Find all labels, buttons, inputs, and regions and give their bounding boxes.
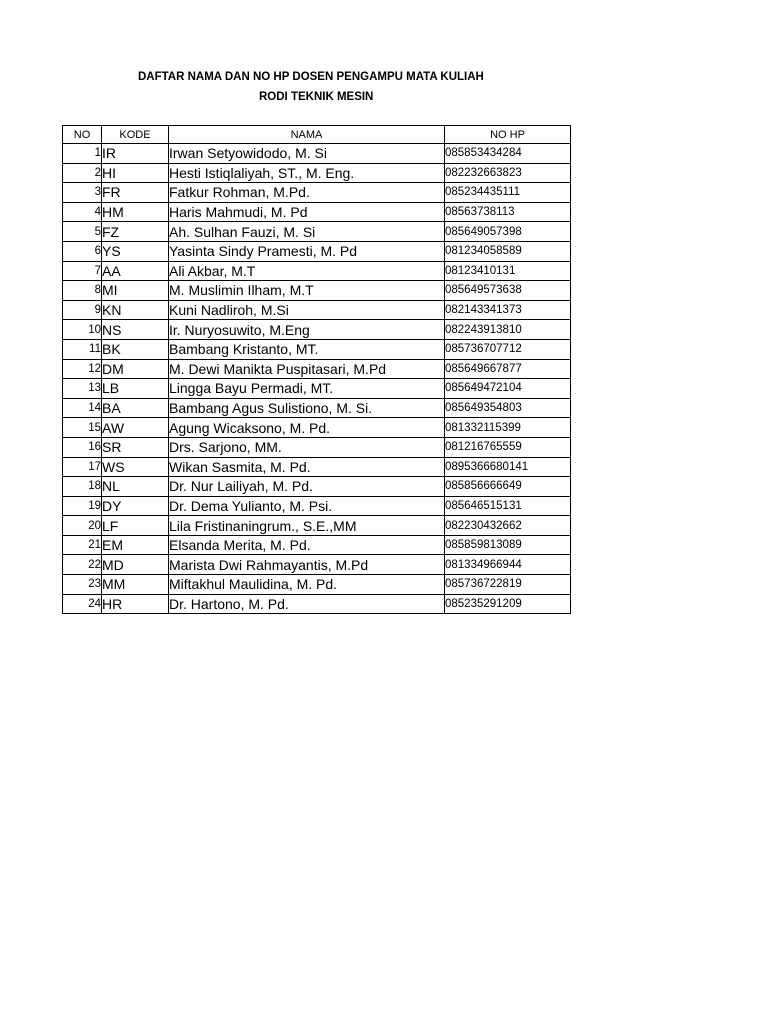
- cell-hp: 085649354803: [445, 398, 571, 418]
- cell-no: 20: [63, 516, 102, 536]
- cell-kode: KN: [102, 300, 169, 320]
- cell-nama: Wikan Sasmita, M. Pd.: [169, 457, 445, 477]
- table-row: [63, 359, 571, 379]
- cell-no: 4: [63, 202, 102, 222]
- table-header-row: [63, 126, 571, 144]
- cell-no: 15: [63, 418, 102, 438]
- cell-kode: DM: [102, 359, 169, 379]
- cell-kode: HR: [102, 594, 169, 614]
- cell-hp: 082243913810: [445, 320, 571, 340]
- cell-hp: 081332115399: [445, 418, 571, 438]
- cell-hp: 081216765559: [445, 437, 571, 457]
- cell-no: 14: [63, 398, 102, 418]
- cell-nama: Bambang Agus Sulistiono, M. Si.: [169, 398, 445, 418]
- cell-nama: Dr. Hartono, M. Pd.: [169, 594, 445, 614]
- cell-nama: Miftakhul Maulidina, M. Pd.: [169, 575, 445, 595]
- cell-no: 24: [63, 594, 102, 614]
- cell-no: 1: [63, 144, 102, 164]
- table-row: [63, 183, 571, 203]
- cell-no: 23: [63, 575, 102, 595]
- table-body: [63, 144, 571, 614]
- cell-no: 18: [63, 477, 102, 497]
- cell-nama: Drs. Sarjono, MM.: [169, 437, 445, 457]
- cell-nama: Kuni Nadliroh, M.Si: [169, 300, 445, 320]
- cell-nama: Elsanda Merita, M. Pd.: [169, 535, 445, 555]
- table-row: [63, 222, 571, 242]
- cell-kode: BA: [102, 398, 169, 418]
- cell-no: 9: [63, 300, 102, 320]
- cell-kode: LF: [102, 516, 169, 536]
- cell-no: 5: [63, 222, 102, 242]
- cell-kode: YS: [102, 241, 169, 261]
- header-no: NO: [63, 126, 102, 144]
- cell-no: 11: [63, 339, 102, 359]
- cell-kode: BK: [102, 339, 169, 359]
- table-row: [63, 300, 571, 320]
- cell-hp: 082230432662: [445, 516, 571, 536]
- table-row: [63, 457, 571, 477]
- cell-nama: M. Muslimin Ilham, M.T: [169, 281, 445, 301]
- cell-hp: 085235291209: [445, 594, 571, 614]
- cell-nama: Agung Wicaksono, M. Pd.: [169, 418, 445, 438]
- cell-hp: 085856666649: [445, 477, 571, 497]
- table-row: [63, 379, 571, 399]
- document-subtitle: RODI TEKNIK MESIN: [259, 91, 374, 103]
- cell-no: 16: [63, 437, 102, 457]
- cell-nama: Yasinta Sindy Pramesti, M. Pd: [169, 241, 445, 261]
- table-row: [63, 418, 571, 438]
- cell-hp: 085859813089: [445, 535, 571, 555]
- cell-kode: HI: [102, 163, 169, 183]
- cell-no: 7: [63, 261, 102, 281]
- cell-no: 12: [63, 359, 102, 379]
- cell-nama: Ali Akbar, M.T: [169, 261, 445, 281]
- cell-nama: Hesti Istiqlaliyah, ST., M. Eng.: [169, 163, 445, 183]
- cell-hp: 085646515131: [445, 496, 571, 516]
- cell-kode: SR: [102, 437, 169, 457]
- header-kode: KODE: [102, 126, 169, 144]
- cell-hp: 085649057398: [445, 222, 571, 242]
- table-row: [63, 594, 571, 614]
- cell-hp: 082143341373: [445, 300, 571, 320]
- table-row: [63, 320, 571, 340]
- cell-hp: 085853434284: [445, 144, 571, 164]
- cell-kode: NL: [102, 477, 169, 497]
- cell-nama: Dr. Nur Lailiyah, M. Pd.: [169, 477, 445, 497]
- cell-nama: M. Dewi Manikta Puspitasari, M.Pd: [169, 359, 445, 379]
- table-row: [63, 496, 571, 516]
- cell-hp: 085649667877: [445, 359, 571, 379]
- cell-kode: FZ: [102, 222, 169, 242]
- cell-nama: Dr. Dema Yulianto, M. Psi.: [169, 496, 445, 516]
- table-row: [63, 535, 571, 555]
- cell-kode: MM: [102, 575, 169, 595]
- table-row: [63, 144, 571, 164]
- cell-hp: 081334966944: [445, 555, 571, 575]
- cell-nama: Fatkur Rohman, M.Pd.: [169, 183, 445, 203]
- cell-hp: 0895366680141: [445, 457, 571, 477]
- header-hp: NO HP: [445, 126, 571, 144]
- cell-kode: IR: [102, 144, 169, 164]
- cell-no: 19: [63, 496, 102, 516]
- cell-no: 22: [63, 555, 102, 575]
- cell-kode: AW: [102, 418, 169, 438]
- cell-nama: Lingga Bayu Permadi, MT.: [169, 379, 445, 399]
- cell-no: 21: [63, 535, 102, 555]
- cell-hp: 08563738113: [445, 202, 571, 222]
- table-row: [63, 437, 571, 457]
- cell-no: 17: [63, 457, 102, 477]
- cell-no: 3: [63, 183, 102, 203]
- cell-nama: Bambang Kristanto, MT.: [169, 339, 445, 359]
- cell-no: 6: [63, 241, 102, 261]
- cell-kode: MI: [102, 281, 169, 301]
- cell-nama: Marista Dwi Rahmayantis, M.Pd: [169, 555, 445, 575]
- table-row: [63, 241, 571, 261]
- cell-no: 13: [63, 379, 102, 399]
- cell-hp: 085234435111: [445, 183, 571, 203]
- cell-hp: 082232663823: [445, 163, 571, 183]
- cell-nama: Irwan Setyowidodo, M. Si: [169, 144, 445, 164]
- cell-kode: MD: [102, 555, 169, 575]
- table-row: [63, 339, 571, 359]
- header-nama: NAMA: [169, 126, 445, 144]
- cell-no: 8: [63, 281, 102, 301]
- cell-hp: 08123410131: [445, 261, 571, 281]
- cell-hp: 085736722819: [445, 575, 571, 595]
- cell-no: 2: [63, 163, 102, 183]
- cell-no: 10: [63, 320, 102, 340]
- cell-kode: LB: [102, 379, 169, 399]
- cell-kode: FR: [102, 183, 169, 203]
- cell-nama: Lila Fristinaningrum., S.E.,MM: [169, 516, 445, 536]
- cell-hp: 085649573638: [445, 281, 571, 301]
- table-row: [63, 398, 571, 418]
- table-row: [63, 477, 571, 497]
- table-row: [63, 555, 571, 575]
- table-row: [63, 575, 571, 595]
- cell-kode: AA: [102, 261, 169, 281]
- lecturer-table: [62, 125, 571, 614]
- table-row: [63, 202, 571, 222]
- table-row: [63, 261, 571, 281]
- table-row: [63, 516, 571, 536]
- cell-nama: Haris Mahmudi, M. Pd: [169, 202, 445, 222]
- cell-nama: Ir. Nuryosuwito, M.Eng: [169, 320, 445, 340]
- cell-kode: DY: [102, 496, 169, 516]
- document-title: DAFTAR NAMA DAN NO HP DOSEN PENGAMPU MATA KULIAH: [138, 71, 484, 83]
- cell-kode: EM: [102, 535, 169, 555]
- table-row: [63, 163, 571, 183]
- cell-hp: 081234058589: [445, 241, 571, 261]
- cell-nama: Ah. Sulhan Fauzi, M. Si: [169, 222, 445, 242]
- cell-kode: NS: [102, 320, 169, 340]
- cell-hp: 085736707712: [445, 339, 571, 359]
- cell-kode: HM: [102, 202, 169, 222]
- table-row: [63, 281, 571, 301]
- cell-hp: 085649472104: [445, 379, 571, 399]
- cell-kode: WS: [102, 457, 169, 477]
